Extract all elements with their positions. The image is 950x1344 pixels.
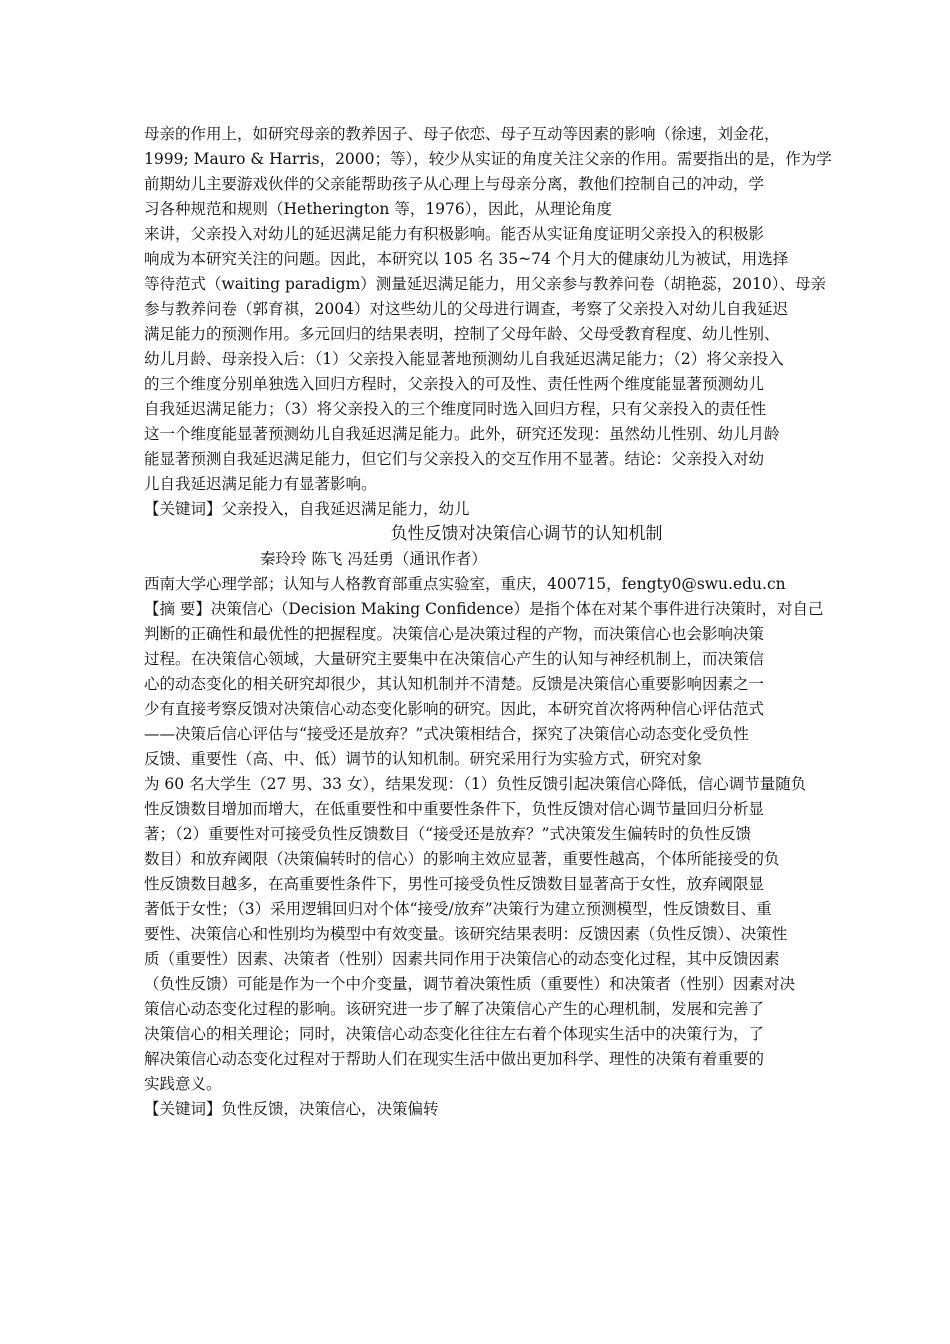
- abstract-line: 为 60 名大学生（27 男、33 女），结果发现：（1）负性反馈引起决策信心降低，信心调节量随负: [144, 775, 807, 793]
- abstract-line: 少有直接考察反馈对决策信心动态变化影响的研究。因此，本研究首次将两种信心评估范式: [144, 700, 765, 718]
- paragraph-line: 这一个维度能显著预测幼儿自我延迟满足能力。此外，研究还发现：虽然幼儿性别、幼儿月龄: [144, 425, 780, 443]
- abstract-line: 性反馈数目增加而增大，在低重要性和中重要性条件下，负性反馈对信心调节量回归分析显: [144, 800, 765, 818]
- section1-body: [144, 122, 909, 522]
- abstract-line: ——决策后信心评估与“接受还是放弃？”式决策相结合，探究了决策信心动态变化受负性: [144, 725, 749, 743]
- article-title: 负性反馈对决策信心调节的认知机制: [390, 524, 663, 544]
- abstract-line: （负性反馈）可能是作为一个中介变量，调节着决策性质（重要性）和决策者（性别）因素对决: [144, 975, 796, 993]
- abstract-line: 决策信心的相关理论；同时，决策信心动态变化往往左右着个体现实生活中的决策行为，了: [144, 1025, 765, 1043]
- article-keywords: 【关键词】负性反馈，决策信心，决策偏转: [144, 1100, 439, 1118]
- abstract-line: 著低于女性；（3）采用逻辑回归对个体“接受/放弃”决策行为建立预测模型，性反馈数目、重: [144, 900, 772, 918]
- paragraph-line: 等待范式（waiting paradigm）测量延迟满足能力，用父亲参与教养问卷（胡艳蕊，2010）、母亲: [144, 275, 826, 293]
- paragraph-line: 母亲的作用上，如研究母亲的教养因子、母子依恋、母子互动等因素的影响（徐速，刘金花，: [144, 125, 780, 143]
- paragraph-line: 来讲，父亲投入对幼儿的延迟满足能力有积极影响。能否从实证角度证明父亲投入的积极影: [144, 225, 765, 243]
- article-affiliation: 西南大学心理学部；认知与人格教育部重点实验室，重庆，400715，fengty0@swu.edu.cn: [144, 575, 786, 593]
- abstract-line: 反馈、重要性（高、中、低）调节的认知机制。研究采用行为实验方式，研究对象: [144, 750, 703, 768]
- abstract-line: 策信心动态变化过程的影响。该研究进一步了解了决策信心产生的心理机制，发展和完善了: [144, 1000, 765, 1018]
- paragraph-line: 自我延迟满足能力；（3）将父亲投入的三个维度同时选入回归方程，只有父亲投入的责任性: [144, 400, 767, 418]
- paragraph-line: 1999; Mauro & Harris，2000；等），较少从实证的角度关注父亲的作用。需要指出的是，作为学: [144, 150, 832, 168]
- paragraph-line: 幼儿月龄、母亲投入后：（1）父亲投入能显著地预测幼儿自我延迟满足能力；（2）将父亲投入: [144, 350, 784, 368]
- abstract-line: 解决策信心动态变化过程对于帮助人们在现实生活中做出更加科学、理性的决策有着重要的: [144, 1050, 765, 1068]
- article-abstract: [144, 597, 909, 1097]
- paragraph-line: 儿自我延迟满足能力有显著影响。: [144, 475, 377, 493]
- abstract-line: 质（重要性）因素、决策者（性别）因素共同作用于决策信心的动态变化过程，其中反馈因素: [144, 950, 780, 968]
- paragraph-line: 习各种规范和规则（Hetherington 等，1976），因此，从理论角度: [144, 200, 613, 218]
- paragraph-line: 参与教养问卷（郭育祺，2004）对这些幼儿的父母进行调查，考察了父亲投入对幼儿自我延迟: [144, 300, 788, 318]
- paragraph-line: 满足能力的预测作用。多元回归的结果表明，控制了父母年龄、父母受教育程度、幼儿性别、: [144, 325, 780, 343]
- paragraph-line: 前期幼儿主要游戏伙伴的父亲能帮助孩子从心理上与母亲分离，教他们控制自己的冲动，学: [144, 175, 765, 193]
- abstract-line: 【摘 要】决策信心（Decision Making Confidence）是指个体在对某个事件进行决策时，对自己: [144, 600, 824, 618]
- abstract-line: 要性、决策信心和性别均为模型中有效变量。该研究结果表明：反馈因素（负性反馈）、决策性: [144, 925, 788, 943]
- abstract-line: 判断的正确性和最优性的把握程度。决策信心是决策过程的产物，而决策信心也会影响决策: [144, 625, 765, 643]
- abstract-line: 心的动态变化的相关研究却很少，其认知机制并不清楚。反馈是决策信心重要影响因素之一: [144, 675, 765, 693]
- abstract-line: 性反馈数目越多，在高重要性条件下，男性可接受负性反馈数目显著高于女性，放弃阈限显: [144, 875, 765, 893]
- paragraph-line: 响成为本研究关注的问题。因此，本研究以 105 名 35~74 个月大的健康幼儿为被试，用选择: [144, 250, 789, 268]
- article-authors: 秦玲玲 陈飞 冯廷勇（通讯作者）: [260, 550, 487, 568]
- paragraph-line: 能显著预测自我延迟满足能力，但它们与父亲投入的交互作用不显著。结论：父亲投入对幼: [144, 450, 765, 468]
- abstract-line: 数目）和放弃阈限（决策偏转时的信心）的影响主效应显著，重要性越高，个体所能接受的负: [144, 850, 780, 868]
- section1-keywords: 【关键词】父亲投入，自我延迟满足能力，幼儿: [144, 500, 470, 518]
- abstract-line: 著；（2）重要性对可接受负性反馈数目（“接受还是放弃？”式决策发生偏转时的负性反馈: [144, 825, 751, 843]
- abstract-line: 过程。在决策信心领域，大量研究主要集中在决策信心产生的认知与神经机制上，而决策信: [144, 650, 765, 668]
- document-page: [144, 122, 909, 1122]
- abstract-line: 实践意义。: [144, 1075, 222, 1093]
- paragraph-line: 的三个维度分别单独选入回归方程时，父亲投入的可及性、责任性两个维度能显著预测幼儿: [144, 375, 765, 393]
